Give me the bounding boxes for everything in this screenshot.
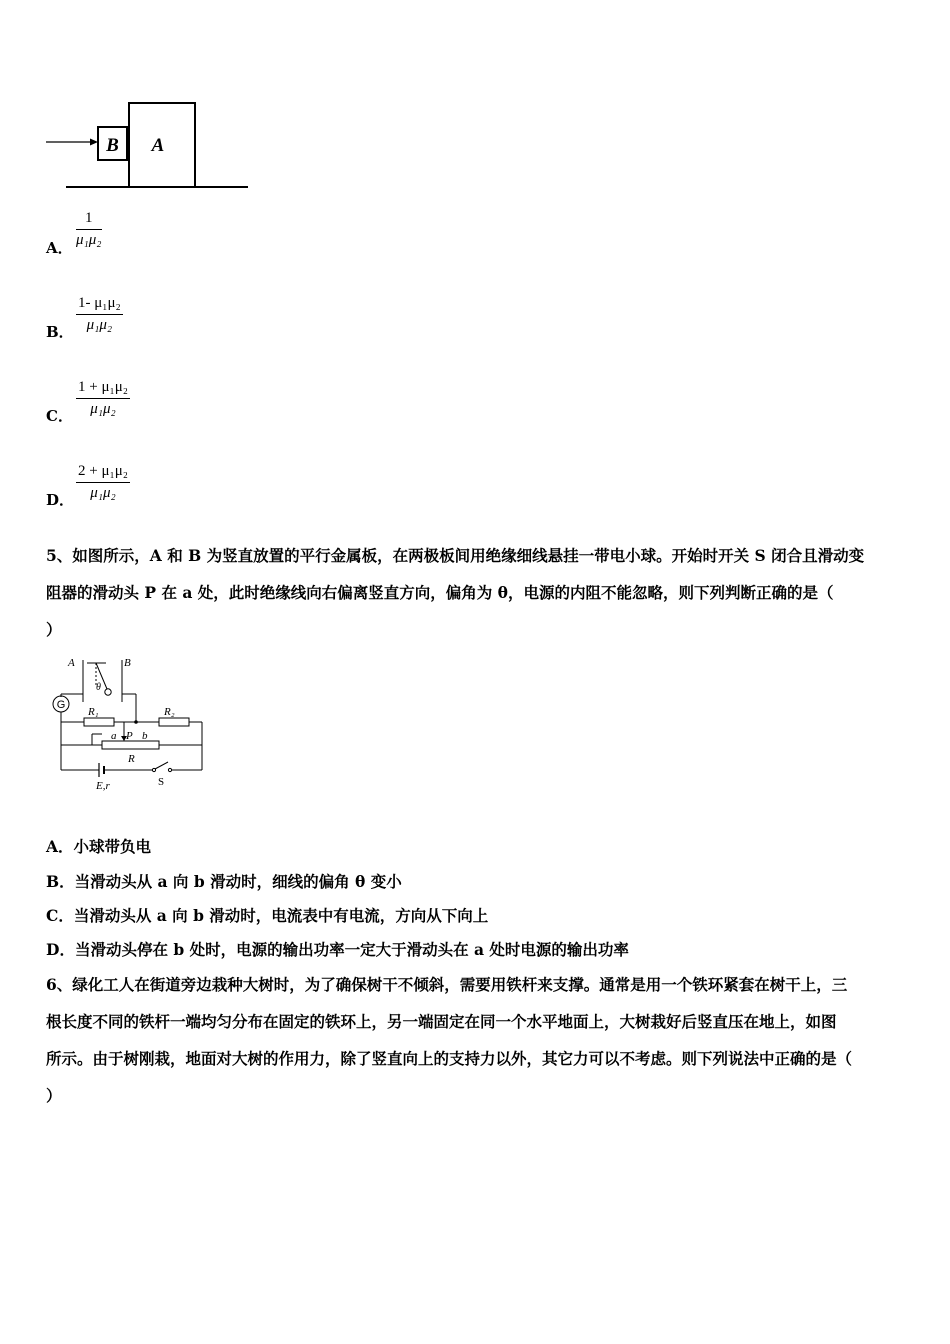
- svg-text:R₂: R₂: [164, 706, 175, 718]
- blocks-figure: [40, 95, 255, 195]
- q6-stem-line-4: ）: [46, 1086, 62, 1105]
- svg-text:G: G: [56, 699, 66, 711]
- q5-stem-line-2: 阻器的滑动头 P 在 a 处，此时绝缘线向右偏离竖直方向，偏角为 θ，电源的内阻不能忽略，则下列判断正确的是（: [46, 583, 834, 602]
- q6-stem-line-3: 所示。由于树刚栽，地面对大树的作用力，除了竖直向上的支持力以外，其它力可以不考虑。则下列说法中正确的是（: [46, 1049, 853, 1068]
- svg-text:P: P: [126, 730, 133, 742]
- q4-option-b-den: μ₁μ₂: [86, 317, 113, 333]
- svg-text:θ: θ: [96, 682, 101, 693]
- q4-option-c-label: C．: [46, 407, 73, 425]
- svg-text:b: b: [142, 730, 148, 742]
- q4-option-b-label: B．: [46, 323, 74, 341]
- q5-option-a: A．小球带负电: [46, 837, 152, 856]
- svg-text:S: S: [158, 776, 165, 788]
- q5-stem-line-3: ）: [46, 620, 62, 639]
- svg-text:E,r: E,r: [96, 780, 110, 792]
- svg-text:A: A: [68, 657, 75, 669]
- q5-stem-line-1: 5、如图所示，A 和 B 为竖直放置的平行金属板，在两极板间用绝缘细线悬挂一带电小球。开始时开关 S 闭合且滑动变: [46, 546, 865, 565]
- q4-option-d-fraction: [76, 463, 130, 502]
- q4-option-c-den: μ₁μ₂: [90, 401, 116, 417]
- q4-option-c-fraction: [76, 379, 130, 418]
- q4-option-d-label: D．: [46, 491, 75, 509]
- q5-option-b: B．当滑动头从 a 向 b 滑动时，细线的偏角 θ 变小: [46, 872, 402, 891]
- block-a-label: A: [151, 135, 165, 156]
- force-arrowhead: [90, 139, 98, 146]
- svg-text:R: R: [128, 753, 135, 765]
- q4-option-d-den: μ₁μ₂: [90, 485, 116, 501]
- q4-option-a-num: 1: [76, 210, 102, 230]
- circuit-figure: [44, 652, 219, 797]
- q4-option-a-fraction: [76, 210, 102, 249]
- svg-text:B: B: [124, 657, 131, 669]
- svg-text:a: a: [111, 730, 117, 742]
- q5-option-c: C．当滑动头从 a 向 b 滑动时，电流表中有电流，方向从下向上: [46, 906, 489, 925]
- q4-option-a-label: A．: [46, 239, 73, 257]
- q4-option-d-num: 2 + μ₁μ₂: [76, 463, 130, 483]
- q4-option-b-num: 1- μ₁μ₂: [76, 295, 123, 315]
- q6-stem-line-1: 6、绿化工人在街道旁边栽种大树时，为了确保树干不倾斜，需要用铁杆来支撑。通常是用一个铁环紧套在树干上，三: [46, 975, 848, 994]
- q6-stem-line-2: 根长度不同的铁杆一端均匀分布在固定的铁环上，另一端固定在同一个水平地面上，大树栽好后竖直压在地上，如图: [46, 1012, 837, 1031]
- q5-option-d: D．当滑动头停在 b 处时，电源的输出功率一定大于滑动头在 a 处时电源的输出功率: [46, 940, 629, 959]
- svg-text:R₁: R₁: [88, 706, 99, 718]
- q4-option-b-fraction: [76, 295, 123, 334]
- q4-option-c-num: 1 + μ₁μ₂: [76, 379, 130, 399]
- q4-option-a-den: μ₁μ₂: [76, 232, 102, 248]
- block-b-label: B: [106, 135, 119, 156]
